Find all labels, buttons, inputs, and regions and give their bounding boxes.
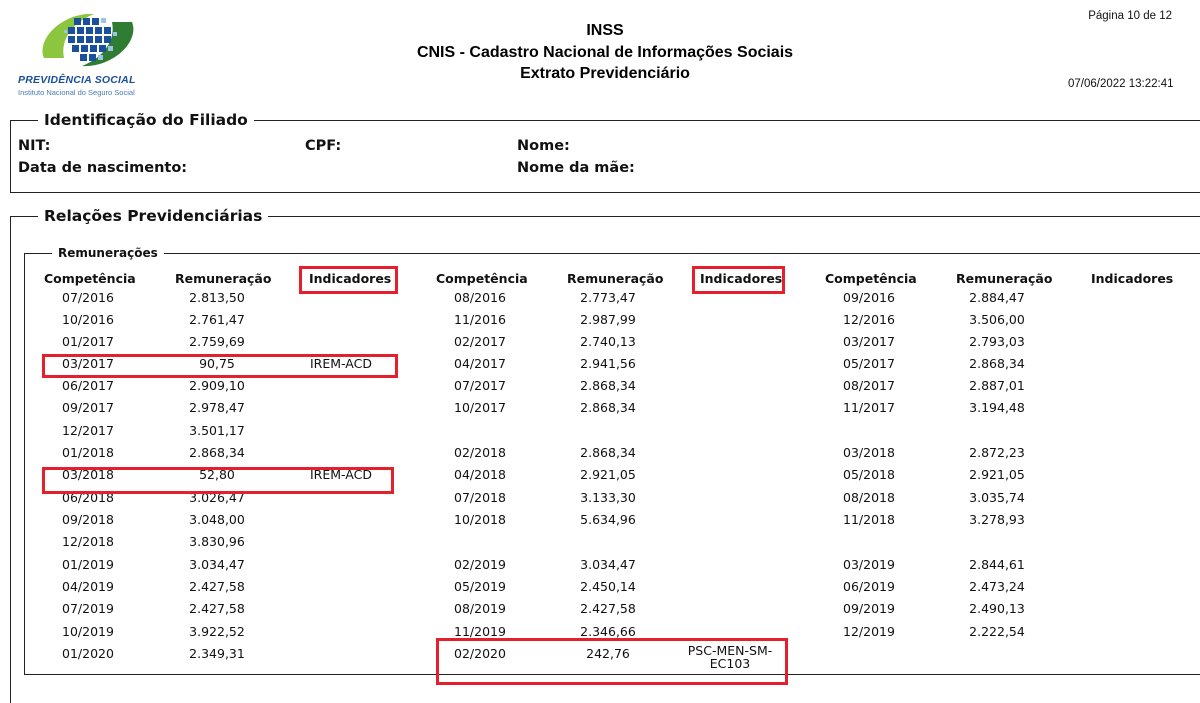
cell-competencia-c3-r4: 05/2017 (843, 356, 895, 371)
cell-remuneracao-c1-r10: 3.026,47 (189, 490, 245, 505)
cell-remuneracao-c3-r14: 2.473,24 (969, 579, 1025, 594)
cell-competencia-c3-r3: 03/2017 (843, 334, 895, 349)
cell-remuneracao-c1-r9: 52,80 (199, 467, 235, 482)
cell-competencia-c1-r6: 09/2017 (62, 400, 114, 415)
cell-competencia-c3-r5: 08/2017 (843, 378, 895, 393)
cell-remuneracao-c2-r15: 2.427,58 (580, 601, 636, 616)
cell-remuneracao-c3-r2: 3.506,00 (969, 312, 1025, 327)
relacoes-legend: Relações Previdenciárias (38, 207, 268, 225)
cell-remuneracao-c2-r2: 2.987,99 (580, 312, 636, 327)
cell-competencia-c3-r14: 06/2019 (843, 579, 895, 594)
header-competencia-1: Competência (44, 271, 136, 286)
cell-remuneracao-c3-r3: 2.793,03 (969, 334, 1025, 349)
header-remuneracao-2: Remuneração (567, 271, 664, 286)
filiado-legend: Identificação do Filiado (38, 111, 254, 129)
nome-label: Nome: (517, 138, 570, 154)
cell-remuneracao-c1-r17: 2.349,31 (189, 646, 245, 661)
highlight-row-02-2020 (436, 638, 788, 685)
cell-remuneracao-c1-r5: 2.909,10 (189, 378, 245, 393)
cell-remuneracao-c3-r8: 2.872,23 (969, 445, 1025, 460)
highlight-row-03-2018 (42, 467, 394, 494)
cell-remuneracao-c3-r15: 2.490,13 (969, 601, 1025, 616)
cell-competencia-c3-r16: 12/2019 (843, 624, 895, 639)
cell-remuneracao-c2-r16: 2.346,66 (580, 624, 636, 639)
filiado-frame (10, 120, 1200, 193)
cell-competencia-c2-r14: 05/2019 (454, 579, 506, 594)
cell-competencia-c1-r4: 03/2017 (62, 356, 114, 371)
cell-remuneracao-c3-r9: 2.921,05 (969, 467, 1025, 482)
cell-competencia-c1-r8: 01/2018 (62, 445, 114, 460)
cell-competencia-c2-r1: 08/2016 (454, 290, 506, 305)
cell-remuneracao-c2-r1: 2.773,47 (580, 290, 636, 305)
cell-remuneracao-c3-r5: 2.887,01 (969, 378, 1025, 393)
cell-competencia-c1-r3: 01/2017 (62, 334, 114, 349)
cell-competencia-c3-r13: 03/2019 (843, 557, 895, 572)
cell-remuneracao-c2-r3: 2.740,13 (580, 334, 636, 349)
cell-remuneracao-c3-r10: 3.035,74 (969, 490, 1025, 505)
cell-indicador-c1-r9: IREM-ACD (310, 467, 372, 482)
nome-mae-label: Nome da mãe: (517, 160, 635, 176)
cell-remuneracao-c2-r9: 2.921,05 (580, 467, 636, 482)
cell-remuneracao-c1-r8: 2.868,34 (189, 445, 245, 460)
cell-competencia-c3-r8: 03/2018 (843, 445, 895, 460)
cell-remuneracao-c2-r6: 2.868,34 (580, 400, 636, 415)
cell-competencia-c1-r14: 04/2019 (62, 579, 114, 594)
cell-competencia-c2-r16: 11/2019 (454, 624, 506, 639)
cell-competencia-c1-r11: 09/2018 (62, 512, 114, 527)
cell-remuneracao-c2-r17: 242,76 (586, 646, 630, 661)
cell-remuneracao-c1-r6: 2.978,47 (189, 400, 245, 415)
nascimento-label: Data de nascimento: (18, 160, 188, 176)
remuneracoes-legend: Remunerações (52, 246, 164, 260)
header-indicadores-2: Indicadores (700, 271, 783, 286)
nit-label: NIT: (18, 138, 51, 154)
cell-remuneracao-c2-r5: 2.868,34 (580, 378, 636, 393)
cell-competencia-c3-r10: 08/2018 (843, 490, 895, 505)
cell-competencia-c2-r15: 08/2019 (454, 601, 506, 616)
cell-remuneracao-c1-r14: 2.427,58 (189, 579, 245, 594)
cell-competencia-c1-r9: 03/2018 (62, 467, 114, 482)
highlight-indicadores-header-1 (299, 266, 398, 294)
logo-brand-text: PREVIDÊNCIA SOCIAL (18, 74, 136, 86)
cell-remuneracao-c2-r11: 5.634,96 (580, 512, 636, 527)
cell-competencia-c2-r4: 04/2017 (454, 356, 506, 371)
highlight-row-03-2017 (42, 354, 398, 378)
cell-remuneracao-c1-r1: 2.813,50 (189, 290, 245, 305)
cell-competencia-c2-r11: 10/2018 (454, 512, 506, 527)
cell-remuneracao-c2-r10: 3.133,30 (580, 490, 636, 505)
cell-remuneracao-c1-r4: 90,75 (199, 356, 235, 371)
cell-competencia-c3-r9: 05/2018 (843, 467, 895, 482)
cell-competencia-c2-r6: 10/2017 (454, 400, 506, 415)
cell-competencia-c1-r7: 12/2017 (62, 423, 114, 438)
cell-competencia-c3-r11: 11/2018 (843, 512, 895, 527)
header-competencia-2: Competência (436, 271, 528, 286)
cell-competencia-c2-r8: 02/2018 (454, 445, 506, 460)
header-remuneracao-3: Remuneração (956, 271, 1053, 286)
header-title-inss: INSS (586, 22, 624, 39)
logo-subtitle: Instituto Nacional do Seguro Social (18, 88, 135, 97)
highlight-indicadores-header-2 (692, 266, 785, 294)
cell-competencia-c1-r16: 10/2019 (62, 624, 114, 639)
previdencia-logo-icon (34, 8, 142, 72)
cell-competencia-c1-r5: 06/2017 (62, 378, 114, 393)
header-title-cnis: CNIS - Cadastro Nacional de Informações Sociais (416, 44, 794, 61)
cell-remuneracao-c3-r1: 2.884,47 (969, 290, 1025, 305)
cell-remuneracao-c1-r2: 2.761,47 (189, 312, 245, 327)
cell-remuneracao-c3-r16: 2.222,54 (969, 624, 1025, 639)
cell-competencia-c3-r15: 09/2019 (843, 601, 895, 616)
cell-competencia-c1-r15: 07/2019 (62, 601, 114, 616)
cell-competencia-c1-r10: 06/2018 (62, 490, 114, 505)
cell-competencia-c2-r13: 02/2019 (454, 557, 506, 572)
cell-remuneracao-c1-r16: 3.922,52 (189, 624, 245, 639)
cell-competencia-c1-r13: 01/2019 (62, 557, 114, 572)
header-indicadores-1: Indicadores (309, 271, 392, 286)
cell-competencia-c2-r2: 11/2016 (454, 312, 506, 327)
cell-remuneracao-c3-r11: 3.278,93 (969, 512, 1025, 527)
cell-remuneracao-c3-r13: 2.844,61 (969, 557, 1025, 572)
cell-remuneracao-c2-r8: 2.868,34 (580, 445, 636, 460)
cell-remuneracao-c2-r14: 2.450,14 (580, 579, 636, 594)
cell-competencia-c2-r17: 02/2020 (454, 646, 506, 661)
header-competencia-3: Competência (825, 271, 917, 286)
cell-competencia-c1-r2: 10/2016 (62, 312, 114, 327)
cell-competencia-c3-r2: 12/2016 (843, 312, 895, 327)
header-remuneracao-1: Remuneração (175, 271, 272, 286)
page-number: Página 10 de 12 (1088, 10, 1172, 22)
cell-remuneracao-c1-r3: 2.759,69 (189, 334, 245, 349)
cell-remuneracao-c1-r11: 3.048,00 (189, 512, 245, 527)
cell-indicador-c2-r17: PSC-MEN-SM-EC103 (687, 643, 773, 671)
cell-remuneracao-c1-r7: 3.501,17 (189, 423, 245, 438)
cell-competencia-c3-r6: 11/2017 (843, 400, 895, 415)
cell-competencia-c2-r10: 07/2018 (454, 490, 506, 505)
cell-remuneracao-c1-r13: 3.034,47 (189, 557, 245, 572)
cell-remuneracao-c1-r12: 3.830,96 (189, 534, 245, 549)
cpf-label: CPF: (305, 138, 342, 154)
cell-indicador-c1-r4: IREM-ACD (310, 356, 372, 371)
header-indicadores-3: Indicadores (1091, 271, 1174, 286)
header-title-extrato: Extrato Previdenciário (520, 65, 690, 82)
cell-competencia-c2-r9: 04/2018 (454, 467, 506, 482)
cell-remuneracao-c1-r15: 2.427,58 (189, 601, 245, 616)
cell-competencia-c2-r5: 07/2017 (454, 378, 506, 393)
previdencia-logo (18, 8, 158, 96)
cell-competencia-c1-r1: 07/2016 (62, 290, 114, 305)
cell-competencia-c2-r3: 02/2017 (454, 334, 506, 349)
cell-competencia-c1-r12: 12/2018 (62, 534, 114, 549)
cell-remuneracao-c3-r6: 3.194,48 (969, 400, 1025, 415)
cell-competencia-c1-r17: 01/2020 (62, 646, 114, 661)
cell-remuneracao-c2-r13: 3.034,47 (580, 557, 636, 572)
cell-remuneracao-c2-r4: 2.941,56 (580, 356, 636, 371)
cell-remuneracao-c3-r4: 2.868,34 (969, 356, 1025, 371)
issue-datetime: 07/06/2022 13:22:41 (1068, 78, 1174, 90)
cell-competencia-c3-r1: 09/2016 (843, 290, 895, 305)
